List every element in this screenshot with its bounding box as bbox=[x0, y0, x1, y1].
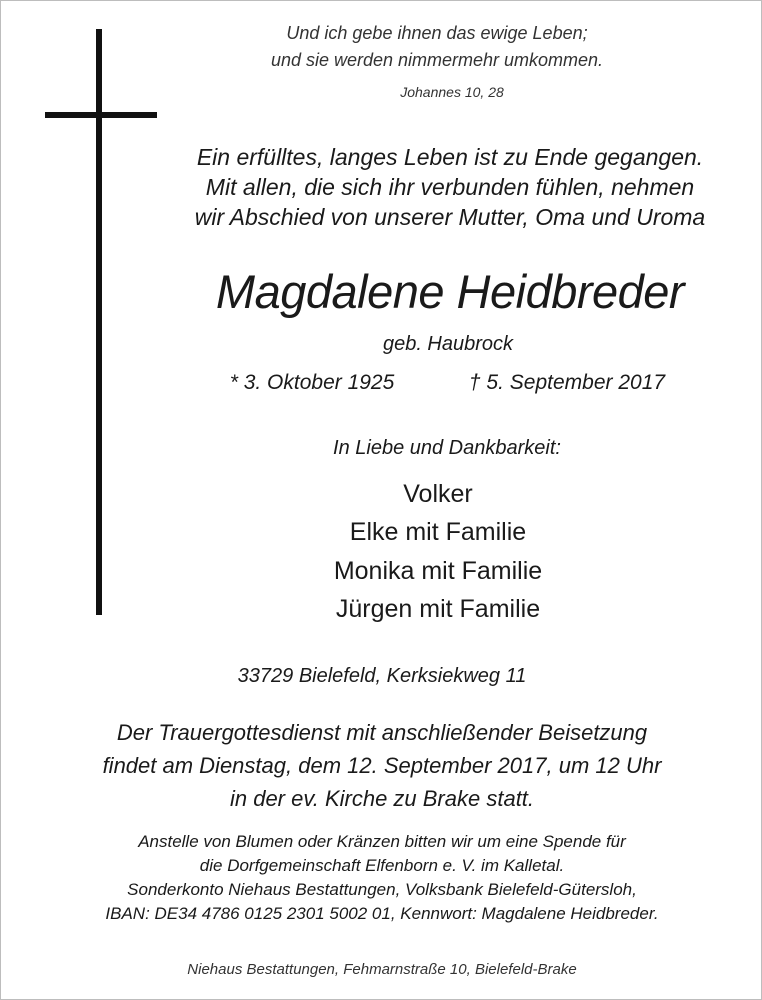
mourner-name: Jürgen mit Familie bbox=[335, 595, 541, 623]
intro-line: Ein erfülltes, langes Leben ist zu Ende gegangen. bbox=[196, 144, 704, 170]
donation-line: die Dorfgemeinschaft Elfenborn e. V. im Kalletal. bbox=[199, 856, 565, 875]
verse-line: Und ich gebe ihnen das ewige Leben; bbox=[286, 23, 588, 43]
deceased-name: Magdalene Heidbreder bbox=[215, 265, 685, 318]
address: 33729 Bielefeld, Kerksiekweg 11 bbox=[237, 665, 527, 687]
service-line: Der Trauergottesdienst mit anschließender Beisetzung bbox=[116, 720, 648, 745]
donation-line: Sonderkonto Niehaus Bestattungen, Volksbank Bielefeld-Gütersloh, bbox=[127, 880, 637, 899]
service-line: in der ev. Kirche zu Brake statt. bbox=[229, 786, 535, 811]
verse-line: und sie werden nimmermehr umkommen. bbox=[270, 50, 604, 70]
intro-line: wir Abschied von unserer Mutter, Oma und Uroma bbox=[194, 204, 706, 230]
service-line: findet am Dienstag, dem 12. September 2017, um 12 Uhr bbox=[102, 753, 662, 778]
mourner-name: Elke mit Familie bbox=[349, 518, 527, 546]
cross-icon-bar bbox=[45, 112, 157, 118]
mourner-name: Monika mit Familie bbox=[333, 557, 543, 585]
mourner-name: Volker bbox=[403, 480, 473, 508]
mourners-heading: In Liebe und Dankbarkeit: bbox=[333, 437, 561, 459]
intro-line: Mit allen, die sich ihr verbunden fühlen, nehmen bbox=[205, 174, 695, 200]
footer-funeral-home: Niehaus Bestattungen, Fehmarnstraße 10, Bielefeld-Brake bbox=[187, 961, 577, 978]
donation-line: IBAN: DE34 4786 0125 2301 5002 01, Kennwort: Magdalene Heidbreder. bbox=[105, 904, 659, 923]
birth-name: geb. Haubrock bbox=[382, 333, 514, 355]
verse-reference: Johannes 10, 28 bbox=[400, 84, 504, 100]
death-date: † 5. September 2017 bbox=[468, 371, 666, 394]
donation-line: Anstelle von Blumen oder Kränzen bitten wir um eine Spende für bbox=[138, 832, 626, 851]
birth-date: * 3. Oktober 1925 bbox=[229, 371, 395, 394]
